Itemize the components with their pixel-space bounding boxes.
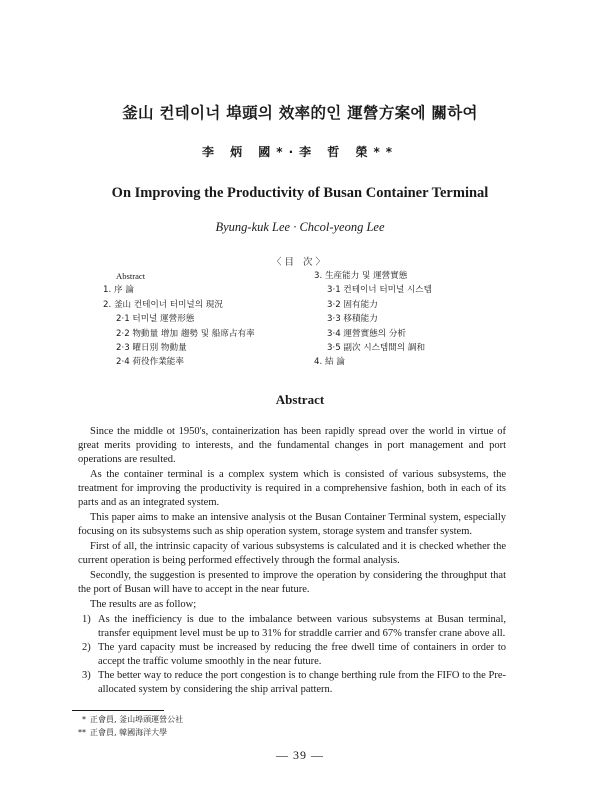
toc-item bbox=[314, 283, 494, 297]
footnotes bbox=[72, 713, 332, 739]
toc-item-label: 序 論 bbox=[113, 285, 134, 296]
footnote bbox=[72, 726, 332, 739]
abstract-body bbox=[78, 425, 506, 697]
toc-item-label: 컨테이너 터미널 시스템 bbox=[343, 285, 432, 296]
toc-item-label: 移積能力 bbox=[343, 314, 378, 325]
toc-item-label: 結 論 bbox=[324, 357, 345, 368]
abstract-heading: Abstract bbox=[275, 392, 325, 407]
result-item bbox=[78, 641, 506, 669]
footnote-text: 正會員, 釜山埠頭運營公社 bbox=[90, 715, 184, 724]
korean-title: 釜山 컨테이너 埠頭의 效率的인 運營方案에 關하여 bbox=[122, 104, 478, 122]
result-item bbox=[78, 613, 506, 641]
toc-item bbox=[103, 283, 303, 297]
toc-item bbox=[103, 341, 303, 355]
result-number: 1) bbox=[82, 614, 91, 625]
result-text: As the inefficiency is due to the imbalance between various subsystems at Busan terminal, transfer equipment level must be up to 31% for straddle carrier and 67% transfer crane above all. bbox=[98, 614, 506, 639]
footnote-rule bbox=[72, 710, 164, 711]
toc-item-label: 터미널 運營形態 bbox=[132, 314, 195, 325]
toc-item bbox=[314, 327, 494, 341]
footnote-text: 正會員, 韓國海洋大學 bbox=[90, 728, 168, 737]
toc-item-number: 2·4 bbox=[116, 357, 130, 368]
page-number: — 39 — bbox=[276, 748, 324, 762]
results-lead: The results are as follow; bbox=[90, 599, 197, 610]
korean-authors: 李 炳 國*·李 哲 榮** bbox=[201, 145, 399, 159]
toc-item bbox=[314, 312, 494, 326]
toc-item-number: 2·1 bbox=[116, 314, 130, 325]
toc-item-label: 固有能力 bbox=[343, 299, 378, 310]
footnote bbox=[72, 713, 332, 726]
result-text: The better way to reduce the port congestion is to change berthing rule from the FIFO to the Pre-allocated system by considering the ship arrival pattern. bbox=[98, 670, 506, 695]
result-item bbox=[78, 669, 506, 697]
toc-item bbox=[103, 312, 303, 326]
toc-item-label: 生産能力 및 運營實態 bbox=[324, 271, 408, 281]
toc-item bbox=[314, 355, 494, 369]
toc-item bbox=[314, 269, 494, 283]
footnote-mark: ** bbox=[78, 728, 86, 737]
toc-item-number: 3. bbox=[314, 271, 323, 281]
toc-item bbox=[103, 269, 303, 283]
footnote-mark: * bbox=[82, 715, 86, 724]
toc-left-column bbox=[103, 269, 303, 370]
abstract-paragraph: This paper aims to make an intensive analysis ot the Busan Container Terminal system, especially focusing on its subsystems such as ship operation system, storage system and transfer system. bbox=[78, 512, 506, 537]
toc-item-label: 荷役作業能率 bbox=[132, 357, 184, 368]
toc-item-label: Abstract bbox=[116, 271, 146, 281]
toc-item-number: 2. bbox=[103, 299, 112, 310]
toc-item-number: 3·1 bbox=[327, 285, 341, 296]
toc-item bbox=[103, 298, 303, 312]
abstract-paragraph: Since the middle ot 1950's, containerization has been rapidly spread over the world in virtue of great merits providing to interests, and the fundamental changes in port management and port operations are resulted. bbox=[78, 426, 506, 465]
english-authors: Byung-kuk Lee · Chcol-yeong Lee bbox=[215, 220, 385, 234]
toc-item-number: 2·3 bbox=[116, 343, 130, 354]
toc-heading: 〈目 次〉 bbox=[271, 257, 329, 268]
result-number: 2) bbox=[82, 642, 91, 653]
toc-item-label: 副次 시스템間의 調和 bbox=[343, 343, 426, 354]
toc-item-number: 1. bbox=[103, 285, 112, 296]
toc-item-number: 3·4 bbox=[327, 328, 341, 339]
toc-item bbox=[314, 298, 494, 312]
toc-item bbox=[314, 341, 494, 355]
abstract-paragraph: First of all, the intrinsic capacity of various subsystems is calculated and it is checked whether the current operation is being performed effectively through the formal analysis. bbox=[78, 541, 506, 566]
results-list bbox=[78, 613, 506, 697]
result-text: The yard capacity must be increased by reducing the free dwell time of containers in order to accept the traffic volume smoothly in the near future. bbox=[98, 642, 506, 667]
abstract-paragraph: As the container terminal is a complex system which is consisted of various subsystems, the treatment for improving the productivity is required in a comprehensive fashion, both in each of its parts and as an integrated system. bbox=[78, 469, 506, 508]
toc-item bbox=[103, 327, 303, 341]
toc-item-number: 3·5 bbox=[327, 343, 341, 354]
toc-item bbox=[103, 355, 303, 369]
toc-item-number: 3·3 bbox=[327, 314, 341, 325]
toc-item-label: 曜日別 物動量 bbox=[132, 343, 187, 354]
toc-item-label: 運營實態의 分析 bbox=[343, 328, 407, 339]
abstract-paragraph: Secondly, the suggestion is presented to improve the operation by considering the throughput that the port of Busan will have to accept in the near future. bbox=[78, 570, 506, 595]
toc-item-number: 2·2 bbox=[116, 328, 130, 339]
toc-item-number: 3·2 bbox=[327, 299, 341, 310]
toc-right-column bbox=[314, 269, 494, 370]
result-number: 3) bbox=[82, 670, 91, 681]
toc-item-label: 物動量 增加 趨勢 및 船席占有率 bbox=[132, 328, 255, 339]
toc-item-label: 釜山 컨테이너 터미널의 現況 bbox=[113, 299, 223, 310]
toc-item-number: 4. bbox=[314, 357, 323, 368]
english-title: On Improving the Productivity of Busan Container Terminal bbox=[111, 185, 489, 201]
